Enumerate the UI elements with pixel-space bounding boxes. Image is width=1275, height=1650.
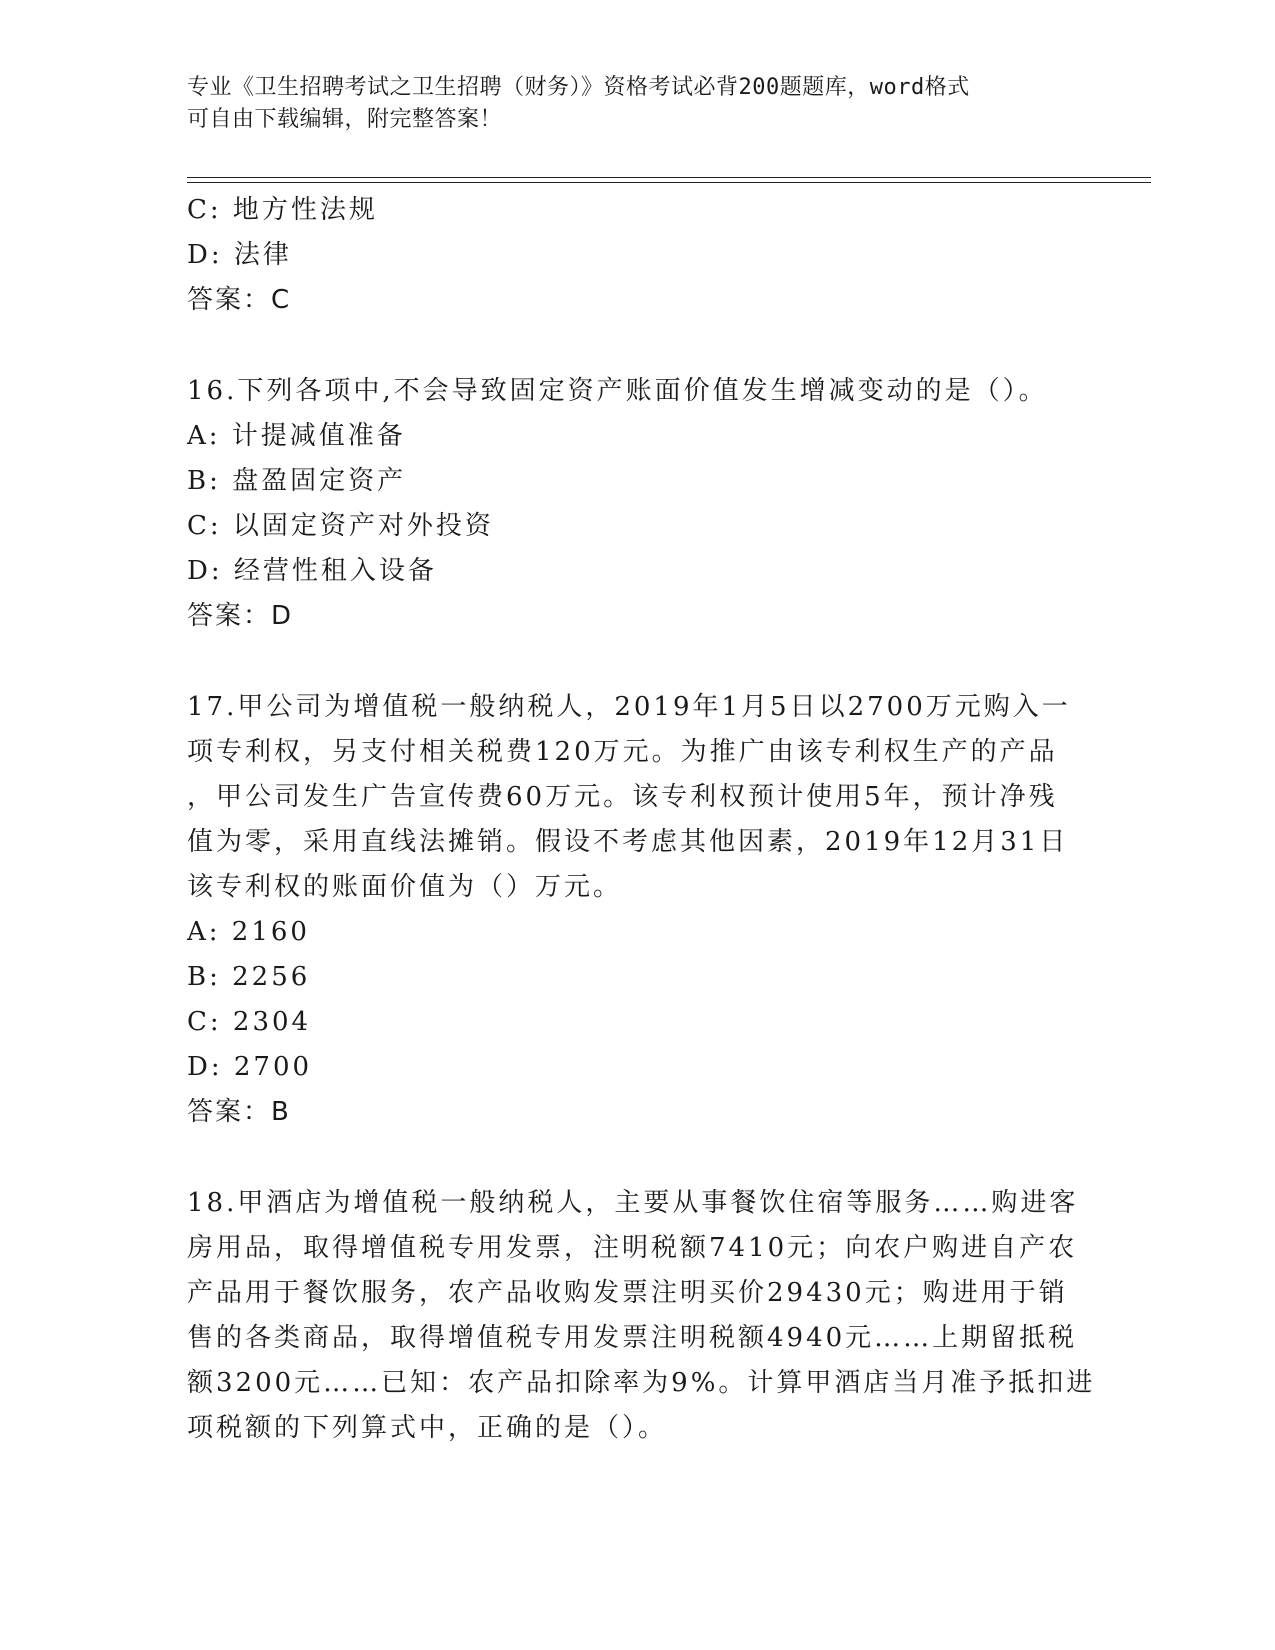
question-stem-line: 项税额的下列算式中，正确的是（）。	[187, 1413, 668, 1443]
question-stem-line: 该专利权的账面价值为（）万元。	[187, 872, 623, 902]
answer-line: 答案：C	[187, 285, 292, 315]
question-stem-line: 售的各类商品，取得增值税专用发票注明税额4940元……上期留抵税	[187, 1323, 1078, 1353]
answer-line: 答案：D	[187, 601, 294, 631]
question-17	[187, 685, 1087, 1135]
option-d: D: 法律	[187, 240, 292, 270]
header-divider-top	[187, 177, 1151, 178]
question-content	[187, 188, 1096, 1451]
previous-question-tail	[187, 188, 1087, 323]
question-stem-line: 项专利权，另支付相关税费120万元。为推广由该专利权生产的产品	[187, 737, 1058, 767]
question-16	[187, 369, 1087, 639]
question-stem-line: 17.甲公司为增值税一般纳税人，2019年1月5日以2700万元购入一	[187, 692, 1071, 722]
header-title-line-1: 专业《卫生招聘考试之卫生招聘（财务）》资格考试必背200题题库，word格式	[187, 75, 970, 100]
question-stem-line: 房用品，取得增值税专用发票，注明税额7410元；向农户购进自产农	[187, 1233, 1078, 1263]
option-b: B: 2256	[187, 962, 311, 992]
option-a: A: 计提减值准备	[187, 421, 406, 451]
page-header	[187, 72, 1067, 136]
option-b: B: 盘盈固定资产	[187, 466, 407, 496]
option-a: A: 2160	[187, 917, 310, 947]
question-stem-line: 产品用于餐饮服务，农产品收购发票注明买价29430元；购进用于销	[187, 1278, 1068, 1308]
answer-line: 答案：B	[187, 1097, 291, 1127]
question-stem-line: 值为零，采用直线法摊销。假设不考虑其他因素，2019年12月31日	[187, 827, 1069, 857]
question-stem: 16.下列各项中,不会导致固定资产账面价值发生增减变动的是（）。	[187, 376, 1048, 406]
option-c: C: 2304	[187, 1007, 312, 1037]
question-stem-line: 18.甲酒店为增值税一般纳税人，主要从事餐饮住宿等服务……购进客	[187, 1188, 1079, 1218]
header-title-line-2: 可自由下载编辑，附完整答案！	[187, 107, 503, 132]
option-c: C: 地方性法规	[187, 195, 378, 225]
question-18	[187, 1181, 1096, 1451]
option-c: C: 以固定资产对外投资	[187, 511, 494, 541]
option-d: D: 2700	[187, 1052, 313, 1082]
question-stem-line: ，甲公司发生广告宣传费60万元。该专利权预计使用5年，预计净残	[187, 782, 1058, 812]
question-stem-line: 额3200元……已知：农产品扣除率为9%。计算甲酒店当月准予抵扣进	[187, 1368, 1096, 1398]
header-divider-bottom	[187, 182, 1151, 183]
option-d: D: 经营性租入设备	[187, 556, 437, 586]
